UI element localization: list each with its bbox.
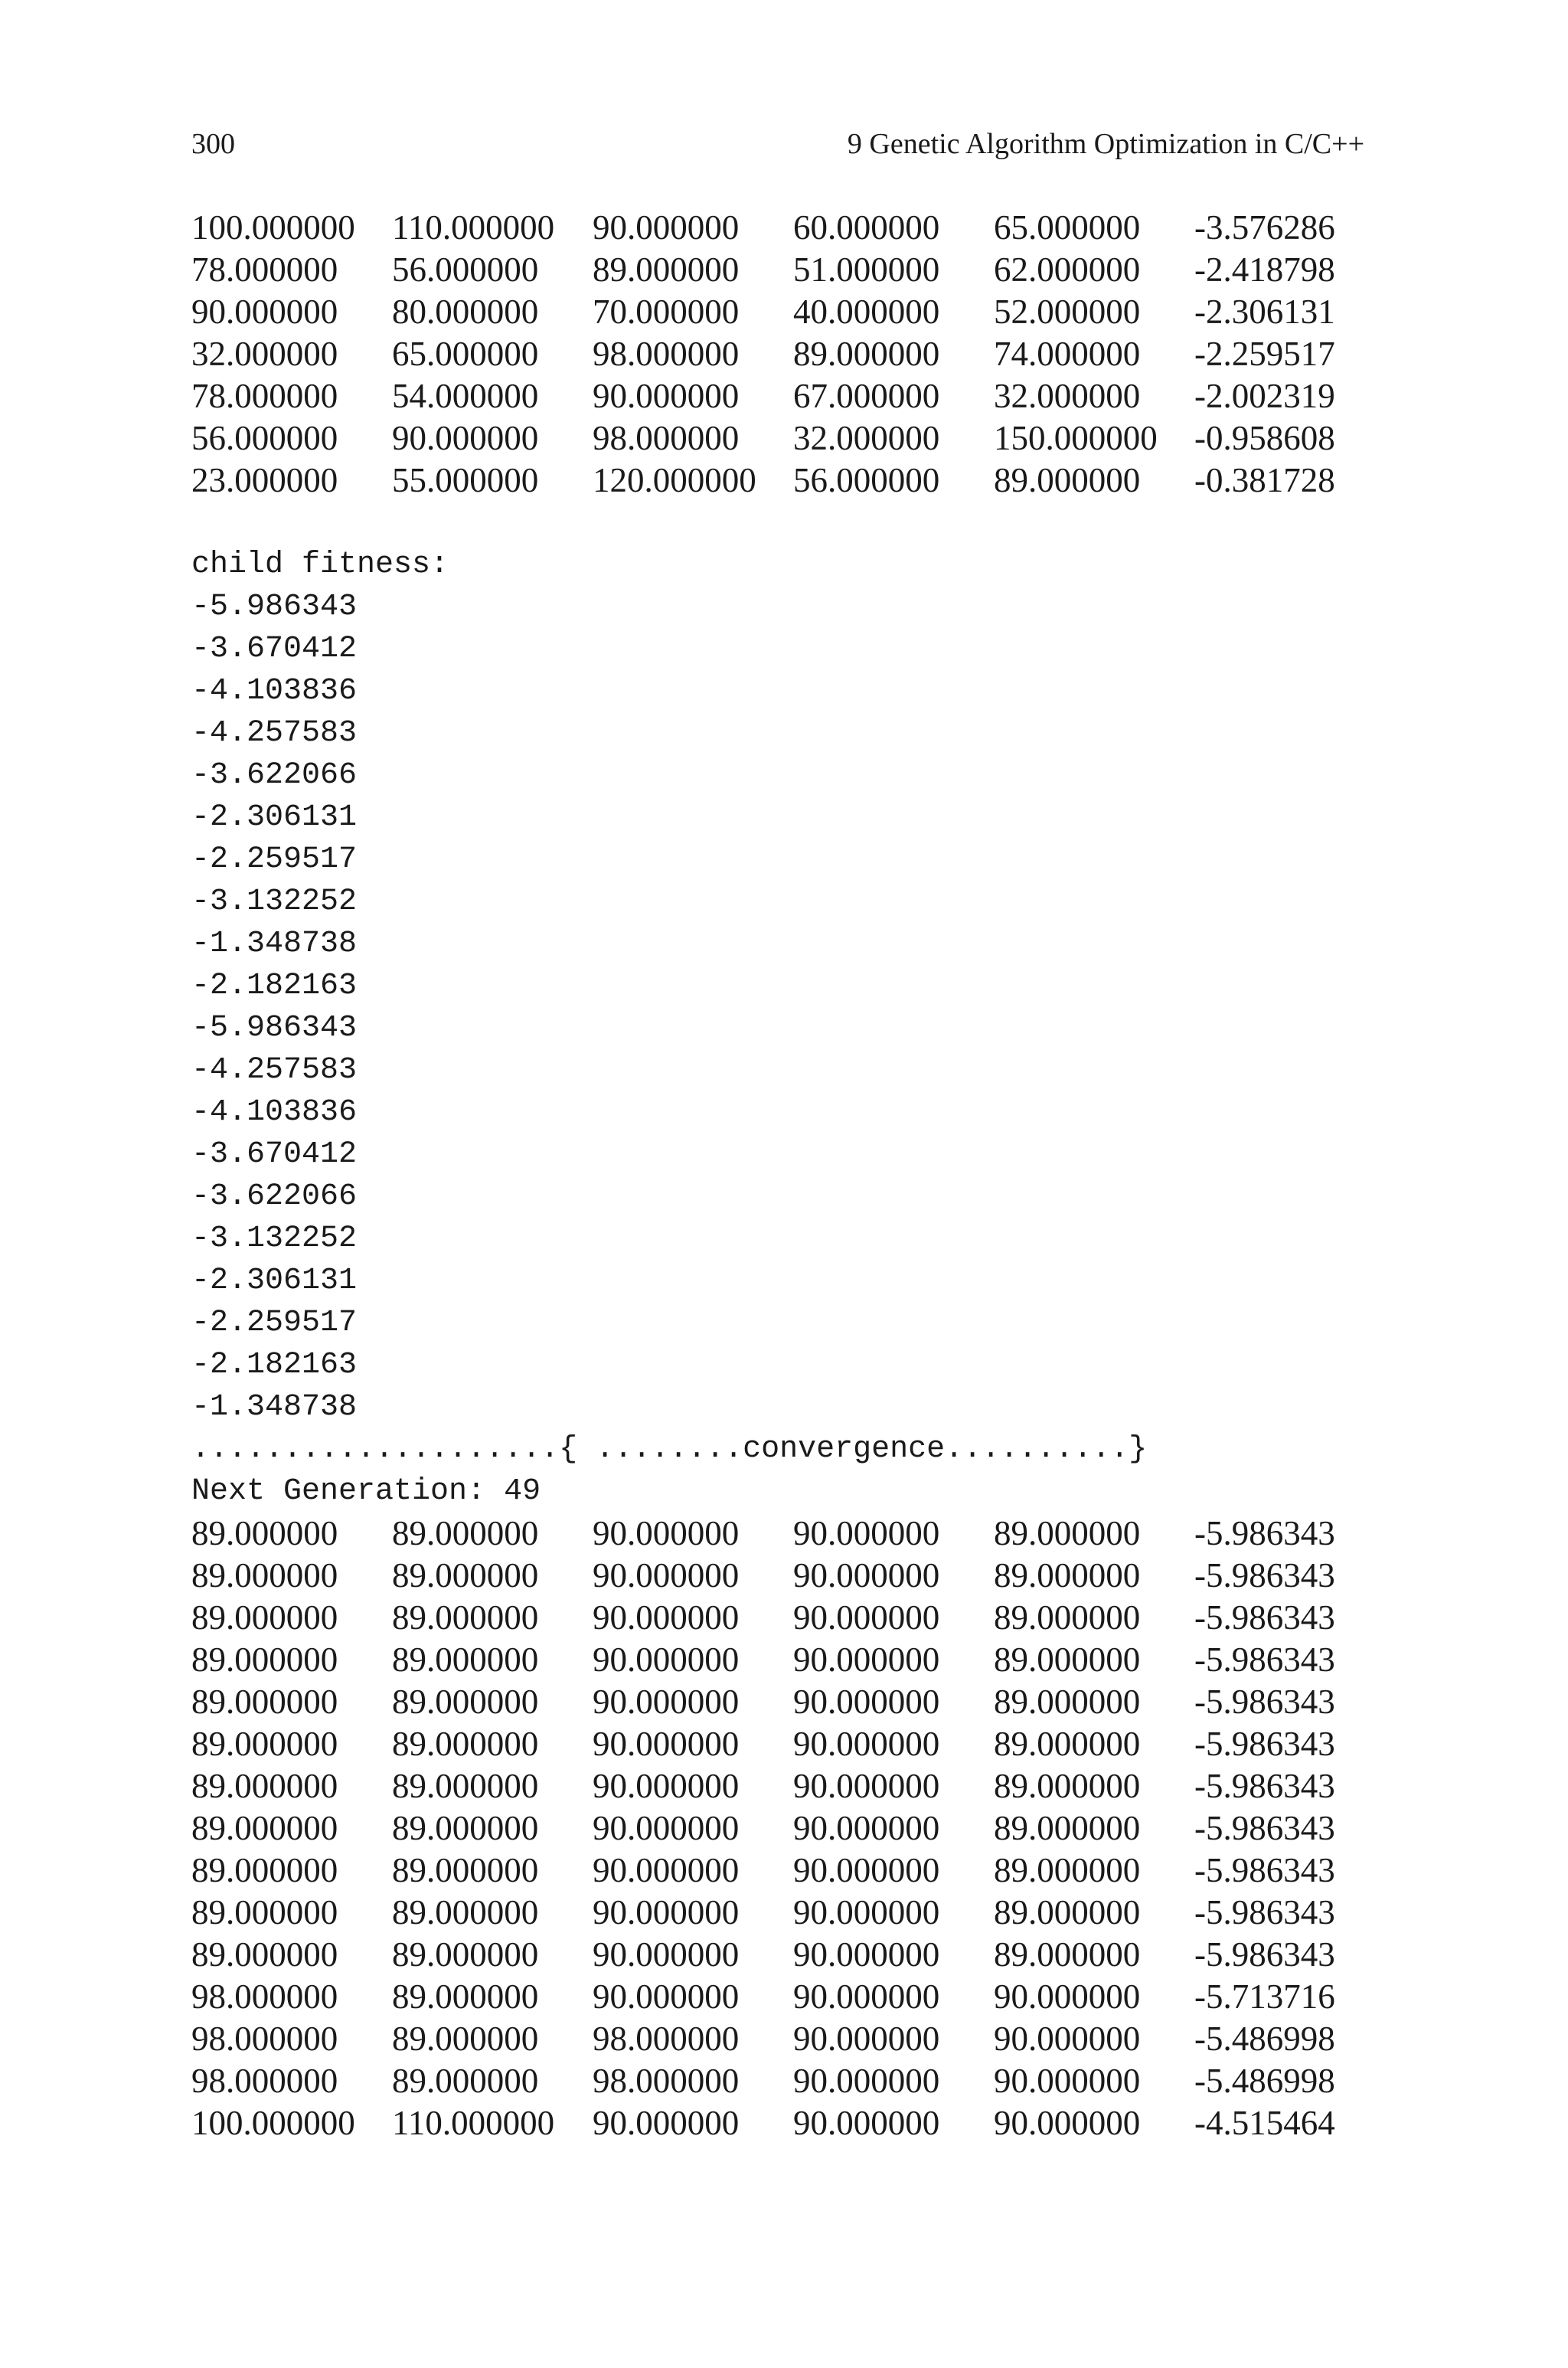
gene-cell: 89.000000 (191, 1598, 338, 1637)
fitness-cell: -5.486998 (1194, 2062, 1335, 2100)
gene-cell: 89.000000 (392, 2062, 539, 2100)
gene-cell: 89.000000 (392, 1683, 539, 1721)
gene-cell: 90.000000 (593, 1725, 740, 1763)
child-fitness-value: -3.622066 (191, 1179, 358, 1214)
gene-cell: 100.000000 (191, 2104, 355, 2142)
page-number: 300 (191, 128, 235, 160)
table-row (191, 1513, 1416, 1555)
table-row (191, 1765, 1416, 1807)
population-table-top (191, 207, 1416, 502)
gene-cell: 98.000000 (593, 419, 740, 457)
gene-cell: 90.000000 (793, 1809, 940, 1847)
table-row (191, 1892, 1416, 1934)
gene-cell: 90.000000 (793, 1598, 940, 1637)
gene-cell: 90.000000 (191, 293, 338, 331)
gene-cell: 89.000000 (994, 1935, 1141, 1974)
gene-cell: 89.000000 (994, 1683, 1141, 1721)
child-fitness-list (191, 586, 1416, 1428)
blank-line (191, 502, 1416, 544)
fitness-cell: -5.986343 (1194, 1767, 1335, 1805)
gene-cell: 89.000000 (994, 1893, 1141, 1931)
fitness-cell: -3.576286 (1194, 208, 1335, 247)
gene-cell: 32.000000 (191, 335, 338, 373)
table-row (191, 207, 1416, 249)
fitness-cell: -5.986343 (1194, 1556, 1335, 1594)
table-row (191, 460, 1416, 502)
gene-cell: 98.000000 (191, 2020, 338, 2058)
gene-cell: 89.000000 (994, 1809, 1141, 1847)
gene-cell: 80.000000 (392, 293, 539, 331)
gene-cell: 89.000000 (191, 1725, 338, 1763)
gene-cell: 90.000000 (593, 1598, 740, 1637)
gene-cell: 150.000000 (994, 419, 1158, 457)
table-row (191, 1555, 1416, 1597)
gene-cell: 89.000000 (392, 1767, 539, 1805)
gene-cell: 56.000000 (191, 419, 338, 457)
table-row (191, 1934, 1416, 1976)
fitness-cell: -2.259517 (1194, 335, 1335, 373)
gene-cell: 120.000000 (593, 461, 756, 499)
fitness-cell: -5.986343 (1194, 1640, 1335, 1679)
child-fitness-value: -3.132252 (191, 885, 358, 919)
gene-cell: 89.000000 (793, 335, 940, 373)
gene-cell: 89.000000 (392, 1514, 539, 1552)
gene-cell: 55.000000 (392, 461, 539, 499)
fitness-cell: -5.986343 (1194, 1514, 1335, 1552)
child-fitness-value: -2.182163 (191, 969, 358, 1003)
gene-cell: 23.000000 (191, 461, 338, 499)
gene-cell: 90.000000 (994, 2062, 1141, 2100)
child-fitness-value: -4.257583 (191, 716, 358, 751)
fitness-cell: -2.002319 (1194, 377, 1335, 415)
population-table-next-generation (191, 1513, 1416, 2144)
table-row (191, 1807, 1416, 1850)
gene-cell: 67.000000 (793, 377, 940, 415)
child-fitness-value: -4.103836 (191, 1095, 358, 1130)
gene-cell: 60.000000 (793, 208, 940, 247)
gene-cell: 89.000000 (392, 1640, 539, 1679)
chapter-title: 9 Genetic Algorithm Optimization in C/C++ (847, 128, 1364, 160)
gene-cell: 98.000000 (593, 2020, 740, 2058)
gene-cell: 74.000000 (994, 335, 1141, 373)
gene-cell: 89.000000 (191, 1683, 338, 1721)
convergence-line: ....................{ ........convergence..........} (191, 1432, 1148, 1467)
gene-cell: 90.000000 (793, 2062, 940, 2100)
gene-cell: 70.000000 (593, 293, 740, 331)
gene-cell: 89.000000 (994, 1767, 1141, 1805)
gene-cell: 89.000000 (191, 1809, 338, 1847)
gene-cell: 78.000000 (191, 377, 338, 415)
gene-cell: 40.000000 (793, 293, 940, 331)
gene-cell: 89.000000 (191, 1893, 338, 1931)
gene-cell: 90.000000 (994, 1977, 1141, 2016)
gene-cell: 89.000000 (994, 1556, 1141, 1594)
gene-cell: 89.000000 (191, 1514, 338, 1552)
gene-cell: 90.000000 (793, 2104, 940, 2142)
fitness-cell: -2.418798 (1194, 250, 1335, 289)
gene-cell: 98.000000 (593, 2062, 740, 2100)
gene-cell: 56.000000 (793, 461, 940, 499)
gene-cell: 32.000000 (793, 419, 940, 457)
gene-cell: 51.000000 (793, 250, 940, 289)
gene-cell: 90.000000 (593, 1683, 740, 1721)
gene-cell: 90.000000 (793, 2020, 940, 2058)
table-row (191, 1850, 1416, 1892)
child-fitness-value: -4.103836 (191, 674, 358, 708)
table-row (191, 1976, 1416, 2018)
fitness-cell: -2.306131 (1194, 293, 1335, 331)
gene-cell: 89.000000 (392, 1893, 539, 1931)
child-fitness-value: -5.986343 (191, 1011, 358, 1045)
child-fitness-value: -3.670412 (191, 632, 358, 666)
gene-cell: 89.000000 (994, 1640, 1141, 1679)
child-fitness-value: -2.259517 (191, 1306, 358, 1340)
gene-cell: 90.000000 (793, 1725, 940, 1763)
table-row (191, 1723, 1416, 1765)
gene-cell: 89.000000 (994, 1514, 1141, 1552)
gene-cell: 54.000000 (392, 377, 539, 415)
gene-cell: 90.000000 (593, 1640, 740, 1679)
fitness-cell: -5.486998 (1194, 2020, 1335, 2058)
gene-cell: 78.000000 (191, 250, 338, 289)
child-fitness-value: -4.257583 (191, 1053, 358, 1088)
fitness-cell: -5.986343 (1194, 1725, 1335, 1763)
gene-cell: 90.000000 (793, 1640, 940, 1679)
gene-cell: 89.000000 (392, 2020, 539, 2058)
gene-cell: 98.000000 (593, 335, 740, 373)
gene-cell: 90.000000 (593, 1767, 740, 1805)
child-fitness-value: -1.348738 (191, 1390, 358, 1424)
gene-cell: 90.000000 (593, 1935, 740, 1974)
fitness-cell: -5.986343 (1194, 1935, 1335, 1974)
gene-cell: 90.000000 (793, 1514, 940, 1552)
gene-cell: 90.000000 (994, 2104, 1141, 2142)
table-row (191, 1597, 1416, 1639)
gene-cell: 89.000000 (191, 1640, 338, 1679)
child-fitness-label: child fitness: (191, 548, 449, 582)
table-row (191, 1639, 1416, 1681)
gene-cell: 90.000000 (593, 1809, 740, 1847)
table-row (191, 1681, 1416, 1723)
gene-cell: 90.000000 (593, 1556, 740, 1594)
gene-cell: 100.000000 (191, 208, 355, 247)
table-row (191, 375, 1416, 417)
running-head (191, 123, 1364, 165)
fitness-cell: -5.986343 (1194, 1851, 1335, 1889)
gene-cell: 90.000000 (793, 1556, 940, 1594)
fitness-cell: -5.986343 (1194, 1809, 1335, 1847)
gene-cell: 62.000000 (994, 250, 1141, 289)
gene-cell: 90.000000 (593, 1893, 740, 1931)
fitness-cell: -5.986343 (1194, 1598, 1335, 1637)
gene-cell: 90.000000 (593, 1514, 740, 1552)
gene-cell: 89.000000 (191, 1935, 338, 1974)
next-generation-label: Next Generation: 49 (191, 1474, 541, 1509)
child-fitness-value: -3.132252 (191, 1222, 358, 1256)
child-fitness-value: -5.986343 (191, 590, 358, 624)
child-fitness-value: -3.670412 (191, 1137, 358, 1172)
gene-cell: 89.000000 (191, 1767, 338, 1805)
gene-cell: 90.000000 (994, 2020, 1141, 2058)
child-fitness-value: -3.622066 (191, 758, 358, 793)
gene-cell: 90.000000 (793, 1893, 940, 1931)
gene-cell: 110.000000 (392, 2104, 555, 2142)
gene-cell: 89.000000 (392, 1725, 539, 1763)
table-row (191, 417, 1416, 460)
table-row (191, 291, 1416, 333)
gene-cell: 65.000000 (392, 335, 539, 373)
table-row (191, 333, 1416, 375)
gene-cell: 89.000000 (392, 1977, 539, 2016)
gene-cell: 90.000000 (793, 1767, 940, 1805)
child-fitness-value: -1.348738 (191, 927, 358, 961)
table-row (191, 2018, 1416, 2060)
fitness-cell: -4.515464 (1194, 2104, 1335, 2142)
gene-cell: 89.000000 (191, 1851, 338, 1889)
gene-cell: 90.000000 (593, 1977, 740, 2016)
gene-cell: 89.000000 (392, 1556, 539, 1594)
program-output (191, 207, 1416, 2144)
gene-cell: 65.000000 (994, 208, 1141, 247)
table-row (191, 2060, 1416, 2102)
gene-cell: 52.000000 (994, 293, 1141, 331)
gene-cell: 89.000000 (392, 1598, 539, 1637)
gene-cell: 56.000000 (392, 250, 539, 289)
gene-cell: 89.000000 (994, 1851, 1141, 1889)
gene-cell: 89.000000 (593, 250, 740, 289)
gene-cell: 89.000000 (994, 1725, 1141, 1763)
gene-cell: 89.000000 (994, 1598, 1141, 1637)
gene-cell: 32.000000 (994, 377, 1141, 415)
gene-cell: 90.000000 (793, 1683, 940, 1721)
child-fitness-value: -2.306131 (191, 800, 358, 835)
gene-cell: 90.000000 (793, 1851, 940, 1889)
fitness-cell: -5.986343 (1194, 1683, 1335, 1721)
fitness-cell: -5.713716 (1194, 1977, 1335, 2016)
gene-cell: 90.000000 (392, 419, 539, 457)
gene-cell: 89.000000 (392, 1935, 539, 1974)
gene-cell: 89.000000 (392, 1809, 539, 1847)
gene-cell: 90.000000 (593, 2104, 740, 2142)
fitness-cell: -0.381728 (1194, 461, 1335, 499)
fitness-cell: -0.958608 (1194, 419, 1335, 457)
table-row (191, 2102, 1416, 2144)
gene-cell: 98.000000 (191, 1977, 338, 2016)
gene-cell: 90.000000 (793, 1935, 940, 1974)
gene-cell: 98.000000 (191, 2062, 338, 2100)
gene-cell: 90.000000 (593, 208, 740, 247)
fitness-cell: -5.986343 (1194, 1893, 1335, 1931)
gene-cell: 89.000000 (191, 1556, 338, 1594)
gene-cell: 89.000000 (392, 1851, 539, 1889)
gene-cell: 89.000000 (994, 461, 1141, 499)
child-fitness-value: -2.259517 (191, 842, 358, 877)
table-row (191, 249, 1416, 291)
gene-cell: 90.000000 (593, 1851, 740, 1889)
child-fitness-value: -2.182163 (191, 1348, 358, 1382)
gene-cell: 110.000000 (392, 208, 555, 247)
child-fitness-value: -2.306131 (191, 1264, 358, 1298)
gene-cell: 90.000000 (793, 1977, 940, 2016)
gene-cell: 90.000000 (593, 377, 740, 415)
